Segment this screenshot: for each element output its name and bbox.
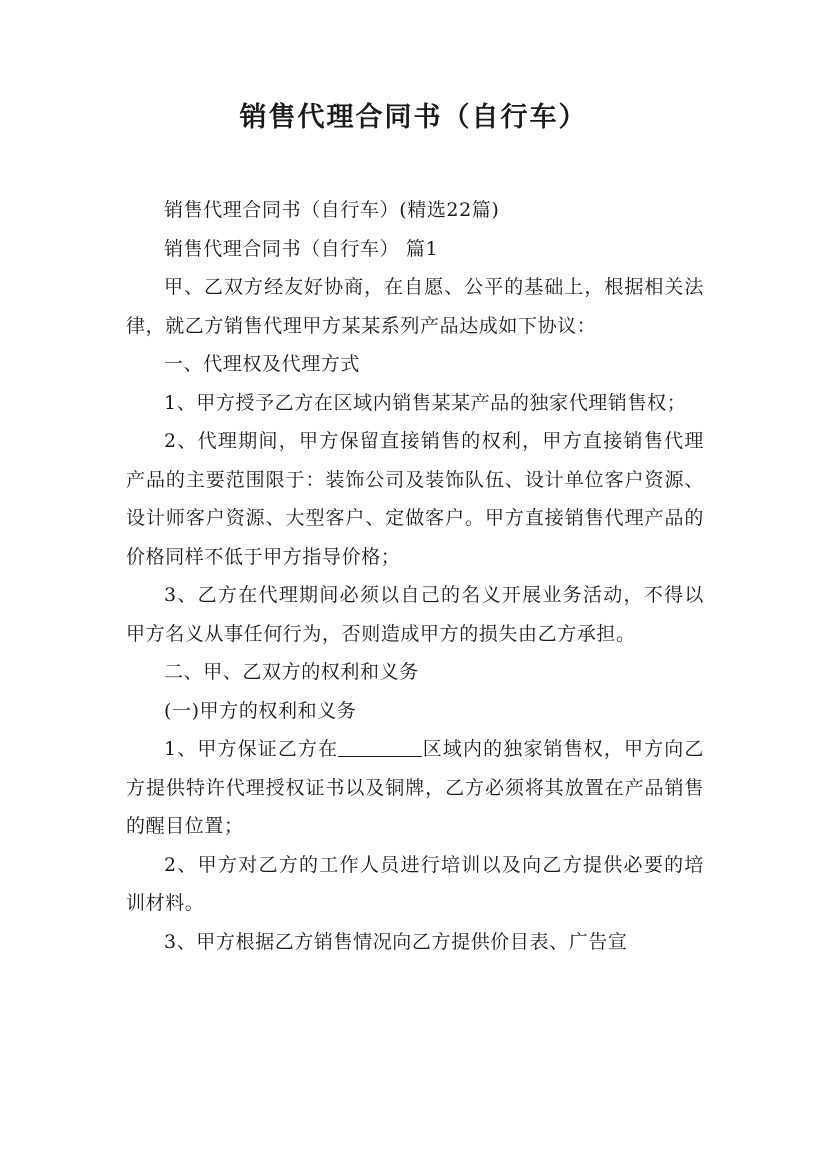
document-title: 销售代理合同书（自行车） <box>239 102 588 133</box>
region-blank-line <box>338 736 422 757</box>
subheading-party-a: (一)甲方的权利和义务 <box>164 699 357 722</box>
clause-2-3: 3、甲方根据乙方销售情况向乙方提供价目表、广告宣 <box>164 930 628 953</box>
clause-2-2: 2、甲方对乙方的工作人员进行培训以及向乙方提供必要的培训材料。 <box>126 853 704 914</box>
paragraph-preamble: 甲、乙双方经友好协商，在自愿、公平的基础上，根据相关法律，就乙方销售代理甲方某某系列产品达成如下协议： <box>126 276 704 337</box>
heading-rights-obligations: 二、甲、乙双方的权利和义务 <box>164 661 419 683</box>
paragraph-subtitle: 销售代理合同书（自行车）(精选22篇) <box>164 199 500 221</box>
clause-1-2: 2、代理期间，甲方保留直接销售的权利，甲方直接销售代理产品的主要范围限于：装饰公司及装饰队伍、设计单位客户资源、设计师客户资源、大型客户、定做客户。甲方直接销售代理产品的价格同样不低于甲方指导价格； <box>126 430 704 568</box>
paragraph-section-heading: 销售代理合同书（自行车） 篇1 <box>164 237 439 260</box>
clause-2-1 <box>126 730 704 846</box>
document-body <box>126 191 704 961</box>
clause-2-1-before: 1、甲方保证乙方在 <box>164 738 339 760</box>
heading-agency-rights: 一、代理权及代理方式 <box>164 353 361 375</box>
clause-2-1-after: 区域内的独家销售权，甲方向乙方提供特许代理授权证书以及铜牌，乙方必须将其放置在产品销售的醒目位置； <box>126 738 704 837</box>
clause-1-1: 1、甲方授予乙方在区域内销售某某产品的独家代理销售权； <box>164 391 687 414</box>
clause-1-3: 3、乙方在代理期间必须以自己的名义开展业务活动，不得以甲方名义从事任何行为，否则造成甲方的损失由乙方承担。 <box>126 584 704 645</box>
